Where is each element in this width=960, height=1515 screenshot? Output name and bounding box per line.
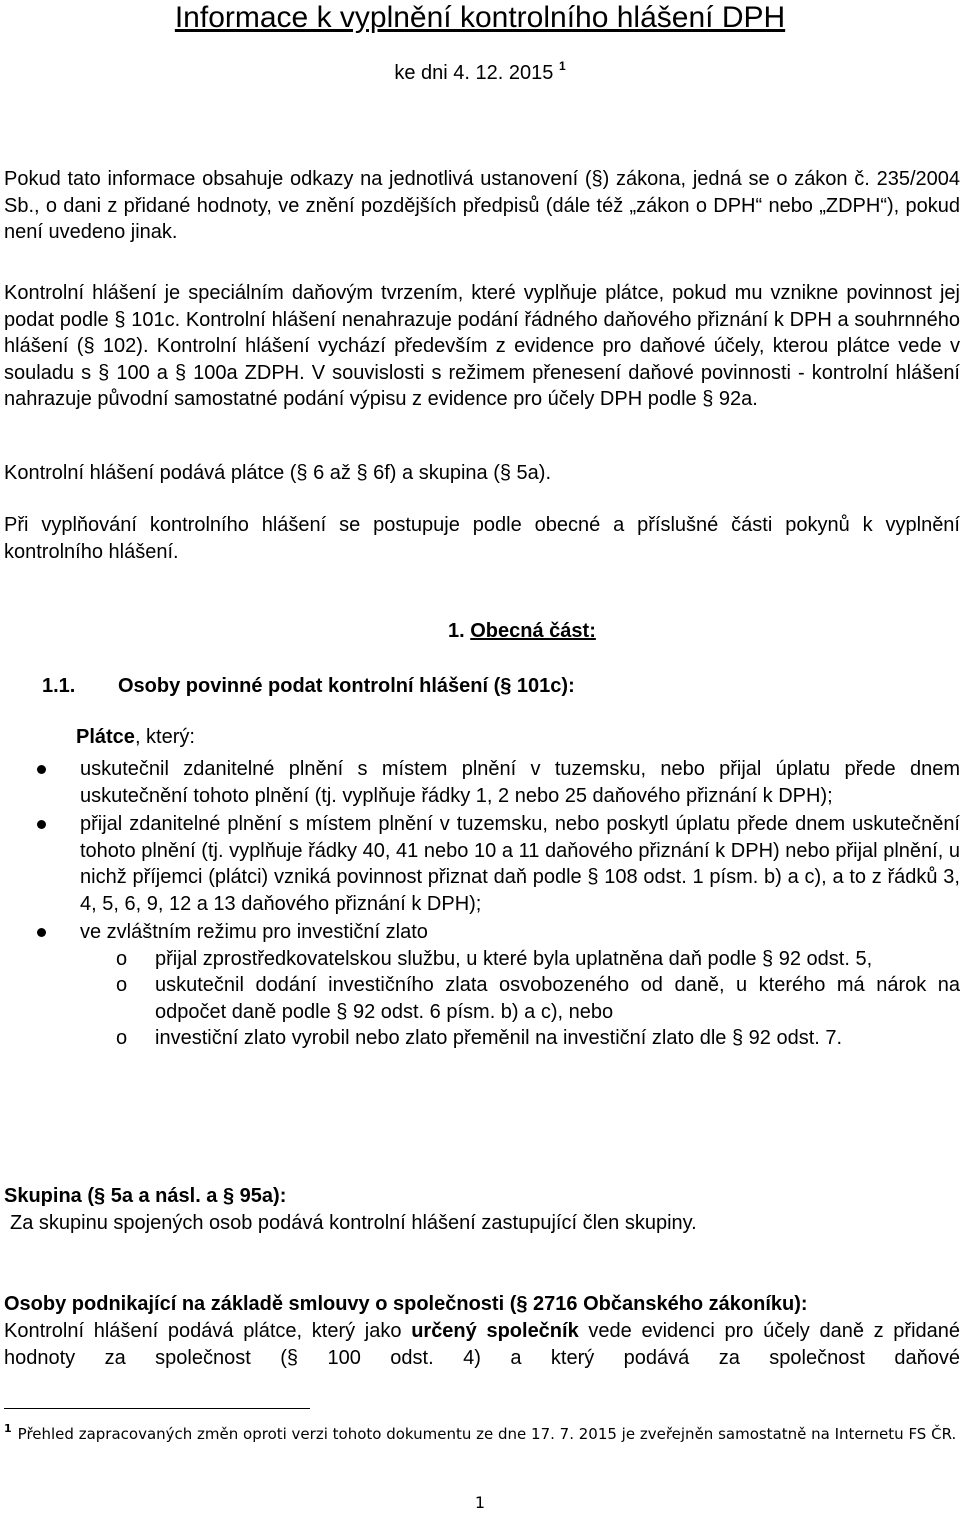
bullet-icon [37,765,46,774]
sub-list-item: o investiční zlato vyrobil nebo zlato přeměnil na investiční zlato dle § 92 odst. 7. [80,1025,960,1052]
subsection-title: Osoby povinné podat kontrolní hlášení (§ 101c): [118,675,575,697]
bullet-icon [37,820,46,829]
osoby-text: Kontrolní hlášení podává plátce, který jako určený společník vede evidenci pro účely daně z přidané hodnoty za společnost (§ 100 odst. 4) a který podává za společnost daňové [4,1320,960,1369]
circle-marker-icon: o [116,974,128,996]
sub-list-item: o uskutečnil dodání investičního zlata osvobozeného od daně, u kterého má nárok na odpočet daně podle § 92 odst. 6 písm. b) a c), nebo [116,974,960,1023]
intro-paragraph-2: Kontrolní hlášení je speciálním daňovým tvrzením, které vyplňuje plátce, pokud mu vznikne povinnost jej podat podle § 101c. Kontrolní hlášení nenahrazuje podání řádného daňového přiznání k DPH a souhrnného hlášení (§ 102). Kontrolní hlášení vychází především z evidence pro daňové účely, kterou plátce vede v souladu s § 100 a § 100a ZDPH. V souvislosti s režimem přenesení daňové povinnosti - kontrolní hlášení nahrazuje původní samostatné podání výpisu z evidence pro účely DPH podle § 92a. [4,282,960,410]
platce-label [76,724,195,750]
list-item: ve zvláštním režimu pro investiční zlato o přijal zprostředkovatelskou službu, u které byla uplatněna daň podle § 92 odst. 5, o uskutečnil dodání investičního zlata osvobozeného od daně, u kterého má nárok na odpočet daně podle § 92 odst. 6 písm. b) a c), nebo o investiční zlato vyrobil nebo zlato přeměnil na investiční zlato dle § 92 odst. 7. [0,919,960,1052]
subsection-number: 1.1. [42,675,76,697]
section-title: Obecná část: [470,620,596,642]
intro-paragraph-4: Při vyplňování kontrolního hlášení se postupuje podle obecné a příslušné části pokynů k vyplnění kontrolního hlášení. [4,514,960,563]
footnote-divider [4,1408,310,1409]
platce-bold: Plátce [76,726,135,748]
intro-paragraph-1: Pokud tato informace obsahuje odkazy na jednotlivá ustanovení (§) zákona, jedná se o zákon č. 235/2004 Sb., o dani z přidané hodnoty, ve znění pozdějších předpisů (dále též „zákon o DPH“ nebo „ZDPH“), pokud není uvedeno jinak. [4,168,960,243]
platce-rest: , který: [134,726,195,748]
footnote [4,1422,960,1447]
skupina-heading: Skupina (§ 5a a násl. a § 95a): [4,1185,287,1207]
circle-marker-icon: o [116,1027,128,1049]
date-line: ke dni 4. 12. 2015 $^1$ [394,59,566,84]
list-item: přijal zdanitelné plnění s místem plnění v tuzemsku, nebo poskytl úplatu přede dnem uskutečnění tohoto plnění (tj. vyplňuje řádky 40, 41 nebo 10 a 11 daňového přiznání k DPH) nebo přijal plnění, u nichž příjemci (plátci) vzniká povinnost přiznat daň podle § 108 odst. 1 písm. b) a c), a to z řádků 3, 4, 5, 6, 9, 12 a 13 daňového přiznání k DPH); [0,811,960,917]
osoby-heading: Osoby podnikající na základě smlouvy o společnosti (§ 2716 Občanského zákoníku): [4,1293,808,1315]
obligation-list [0,756,960,1052]
footnote-text: Přehled zapracovaných změn oproti verzi tohoto dokumentu ze dne 17. 7. 2015 je zveřejněn samostatně na Internetu FS ČR. [17,1425,957,1443]
sub-list [80,946,960,1052]
list-item: uskutečnil zdanitelné plnění s místem plnění v tuzemsku, nebo přijal úplatu přede dnem uskutečnění tohoto plnění (tj. vyplňuje řádky 1, 2 nebo 25 daňového přiznání k DPH); [0,756,960,809]
page-number: 1 [474,1493,486,1512]
page-title: Informace k vyplnění kontrolního hlášení DPH [174,1,786,34]
sub-list-item: o přijal zprostředkovatelskou službu, u které byla uplatněna daň podle § 92 odst. 5, [80,946,960,973]
section-number: 1. [448,620,465,642]
circle-marker-icon: o [116,947,128,970]
bullet-icon [37,928,46,937]
section-heading-1 [448,617,596,645]
skupina-text: Za skupinu spojených osob podává kontrolní hlášení zastupující člen skupiny. [10,1212,697,1234]
footnote-number: 1 [4,1422,12,1435]
section-heading-1-1 [42,672,575,700]
footnote-ref: 1 [558,59,566,73]
intro-paragraph-3: Kontrolní hlášení podává plátce (§ 6 až § 6f) a skupina (§ 5a). [4,462,552,484]
